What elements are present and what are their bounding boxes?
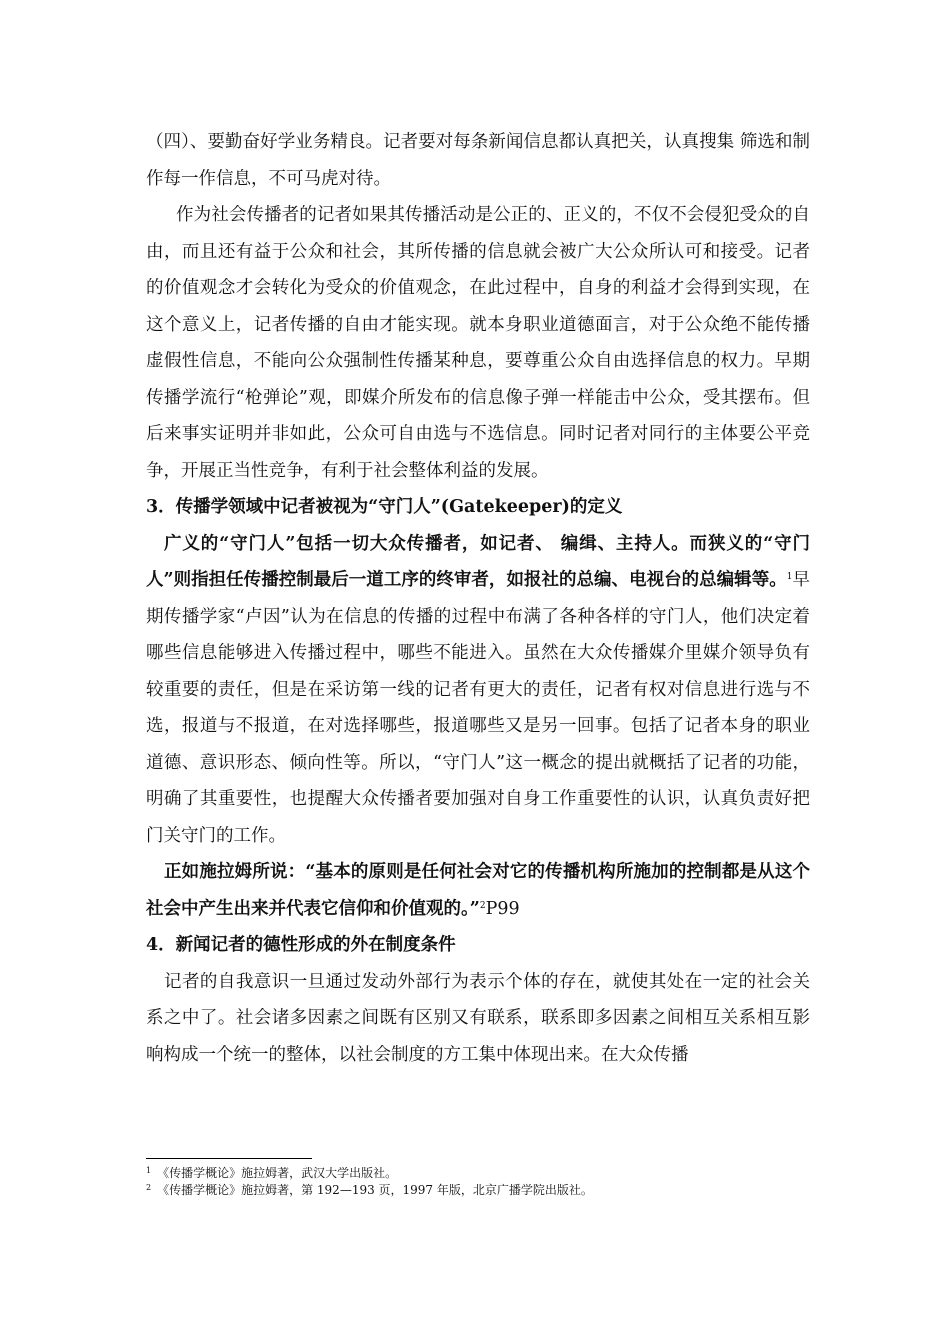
paragraph-duty-four: （四）、要勤奋好学业务精良。记者要对每条新闻信息都认真把关，认真搜集 筛选和制作每一作信息，不可马虎对待。	[146, 132, 810, 189]
schramm-quote-bold: 正如施拉姆所说：“基本的原则是任何社会对它的传播机构所施加的控制都是从这个社会中产生出来并代表它信仰和价值观的。”	[146, 862, 810, 919]
section-heading-4: 4．新闻记者的德性形成的外在制度条件	[146, 935, 456, 955]
footnote-1	[146, 1165, 810, 1182]
gatekeeper-definition-bold: 广义的“守门人”包括一切大众传播者，如记者、 编缉、主持人。而狭义的“守门人”则指担任传播控制最后一道工序的终审者，如报社的总编、电视台的总编辑等。	[146, 533, 810, 590]
footnote-2	[146, 1182, 810, 1199]
footnotes-area	[146, 1158, 810, 1199]
paragraph-institutional-conditions: 记者的自我意识一旦通过发动外部行为表示个体的存在，就使其处在一定的社会关系之中了。社会诸多因素之间既有区别又有联系，联系即多因素之间相互关系相互影响构成一个统一的整体，以社会制度的方工集中体现出来。在大众传播	[146, 971, 810, 1065]
document-body	[146, 124, 810, 1073]
section-heading-3: 3．传播学领域中记者被视为“守门人”(Gatekeeper)的定义	[146, 497, 623, 517]
paragraph-schramm-quote	[146, 854, 810, 927]
gatekeeper-explanation: 早期传播学家“卢因”认为在信息的传播的过程中布满了各种各样的守门人，他们决定着哪些信息能够进入传播过程中，哪些不能进入。虽然在大众传播媒介里媒介领导负有较重要的责任，但是在采访第一线的记者有更大的责任，记者有权对信息进行选与不选，报道与不报道，在对选择哪些，报道哪些又是另一回事。包括了记者本身的职业道德、意识形态、倾向性等。所以，“守门人”这一概念的提出就概括了记者的功能，明确了其重要性，也提醒大众传播者要加强对自身工作重要性的认识，认真负责好把门关守门的工作。	[146, 570, 810, 846]
quote-page-ref: P99	[485, 898, 520, 919]
paragraph-gatekeeper	[146, 526, 810, 855]
footnote-ref-1[interactable]: 1	[786, 572, 793, 582]
footnote-text-2: 《传播学概论》施拉姆著，第 192—193 页，1997 年版，北京广播学院出版社。	[157, 1183, 593, 1197]
footnote-text-1: 《传播学概论》施拉姆著，武汉大学出版社。	[157, 1166, 398, 1180]
footnote-ref-2[interactable]: 2	[479, 900, 486, 911]
footnote-separator	[146, 1158, 312, 1159]
paragraph-reporter-freedom: 作为社会传播者的记者如果其传播活动是公正的、正义的，不仅不会侵犯受众的自由，而且还有益于公众和社会，其所传播的信息就会被广大公众所认可和接受。记者的价值观念才会转化为受众的价值观念，在此过程中，自身的利益才会得到实现，在这个意义上，记者传播的自由才能实现。就本身职业道德面言，对于公众绝不能传播虚假性信息，不能向公众强制性传播某种息，要尊重公众自由选择信息的权力。早期传播学流行“枪弹论”观，即媒介所发布的信息像子弹一样能击中公众，受其摆布。但后来事实证明并非如此，公众可自由选与不选信息。同时记者对同行的主体要公平竞争，开展正当性竞争，有利于社会整体利益的发展。	[146, 205, 810, 481]
footnote-mark-2: 2	[146, 1183, 152, 1192]
footnote-mark-1: 1	[146, 1166, 152, 1175]
